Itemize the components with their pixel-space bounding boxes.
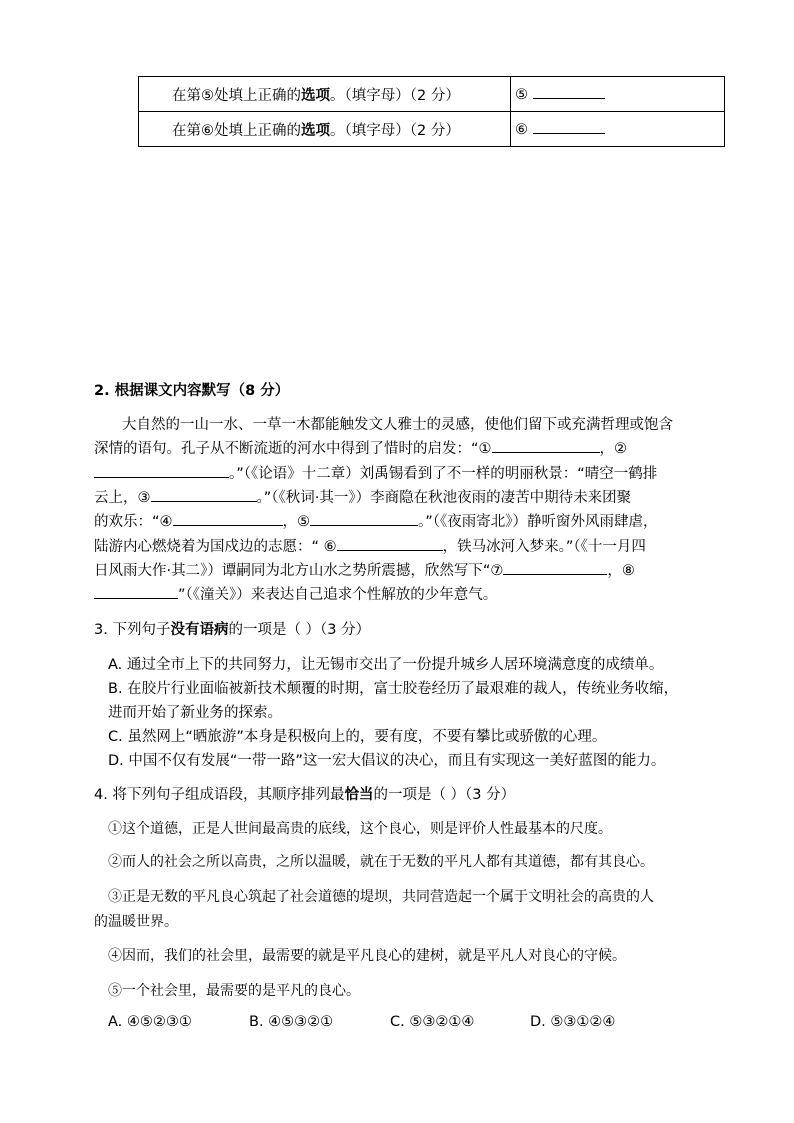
blank-6[interactable] (337, 538, 443, 551)
blank-8[interactable] (94, 586, 178, 599)
table-question-cell: 在第⑥处填上正确的选项。（填字母）（2 分） (139, 112, 511, 147)
table-question-cell: 在第⑤处填上正确的选项。（填字母）（2 分） (139, 77, 511, 112)
q4-sentence-1: ①这个道德，正是人世间最高贵的底线，这个良心，则是评价人性最基本的尺度。 (108, 821, 612, 837)
q2-line-3: 。”（《论语》十二章）刘禹锡看到了不一样的明丽秋景：“晴空一鹤排 (94, 462, 657, 483)
q3-title: 3. 下列句子没有语病的一项是（ ）（3 分） (94, 622, 371, 638)
q2-line-7: 日风雨大作·其二》）谭嗣同为北方山水之势所震撼，欣然写下“⑦ ，⑧ (94, 563, 635, 579)
q2-title: 2. 根据课文内容默写（8 分） (94, 383, 290, 399)
q3-option-d[interactable]: D. 中国不仅有发展“一带一路”这一宏大倡议的决心，而且有实现这一美好蓝图的能力。 (108, 753, 666, 769)
blank-5[interactable] (310, 513, 418, 526)
q4-sentence-2: ②而人的社会之所以高贵，之所以温暖，就在于无数的平凡人都有其道德，都有其良心。 (108, 854, 654, 870)
table-answer-cell[interactable]: ⑥ (511, 112, 725, 147)
q4-title: 4. 将下列句子组成语段，其顺序排列最恰当的一项是（ ）（3 分） (94, 787, 516, 803)
blank-4[interactable] (173, 513, 283, 526)
q4-sentence-3: ③正是无数的平凡良心筑起了社会道德的堤坝，共同营造起一个属于文明社会的高贵的人 (108, 889, 654, 905)
q3-option-b-cont: 进而开始了新业务的探索。 (108, 705, 282, 721)
blank-2[interactable] (94, 465, 229, 478)
table-row (139, 77, 725, 112)
q3-option-a[interactable]: A. 通过全市上下的共同努力，让无锡市交出了一份提升城乡人居环境满意度的成绩单。 (108, 657, 664, 673)
q4-sentence-4: ④因而，我们的社会里，最需要的就是平凡良心的建树，就是平凡人对良心的守候。 (108, 948, 626, 964)
q2-line-4: 云上，③ 。”（《秋词·其一》）李商隐在秋池夜雨的凄苦中期待未来团聚 (94, 490, 632, 506)
answer-blank-6[interactable] (533, 121, 605, 134)
q4-choice-a[interactable]: A. ④⑤②③① (108, 1014, 192, 1030)
q4-choice-b[interactable]: B. ④⑤③②① (249, 1014, 334, 1030)
q4-choice-c[interactable]: C. ⑤③②①④ (390, 1014, 475, 1030)
q3-option-c[interactable]: C. 虽然网上“晒旅游”本身是积极向上的，要有度，不要有攀比或骄傲的心理。 (108, 729, 607, 745)
q2-line-8: ”（《潼关》）来表达自己追求个性解放的少年意气。 (94, 583, 497, 604)
q3-option-b[interactable]: B. 在胶片行业面临被新技术颠覆的时期，富士胶卷经历了最艰难的裁人，传统业务收缩， (108, 681, 679, 697)
q2-line-2: 深情的语句。孔子从不断流逝的河水中得到了惜时的启发：“① ，② (94, 441, 628, 457)
answer-table (138, 76, 725, 147)
table-row (139, 112, 725, 147)
q2-line-5: 的欢乐：“④ ，⑤ 。”（《夜雨寄北》）静听窗外风雨肆虐， (94, 514, 658, 530)
q4-sentence-3-cont: 的温暖世界。 (94, 914, 178, 930)
blank-7[interactable] (503, 562, 607, 575)
table-answer-cell[interactable]: ⑤ (511, 77, 725, 112)
q4-sentence-5: ⑤一个社会里，最需要的是平凡的良心。 (108, 983, 360, 999)
blank-3[interactable] (151, 489, 257, 502)
q2-line-6: 陆游内心燃烧着为国戍边的志愿：“ ⑥ ，铁马冰河入梦来。”（《十一月四 (94, 539, 646, 555)
blank-1[interactable] (492, 440, 600, 453)
answer-blank-5[interactable] (533, 86, 605, 99)
q2-line-1: 大自然的一山一水、一草一木都能触发文人雅士的灵感，使他们留下或充满哲理或饱含 (122, 417, 673, 433)
q4-choice-d[interactable]: D. ⑤③①②④ (530, 1014, 616, 1030)
